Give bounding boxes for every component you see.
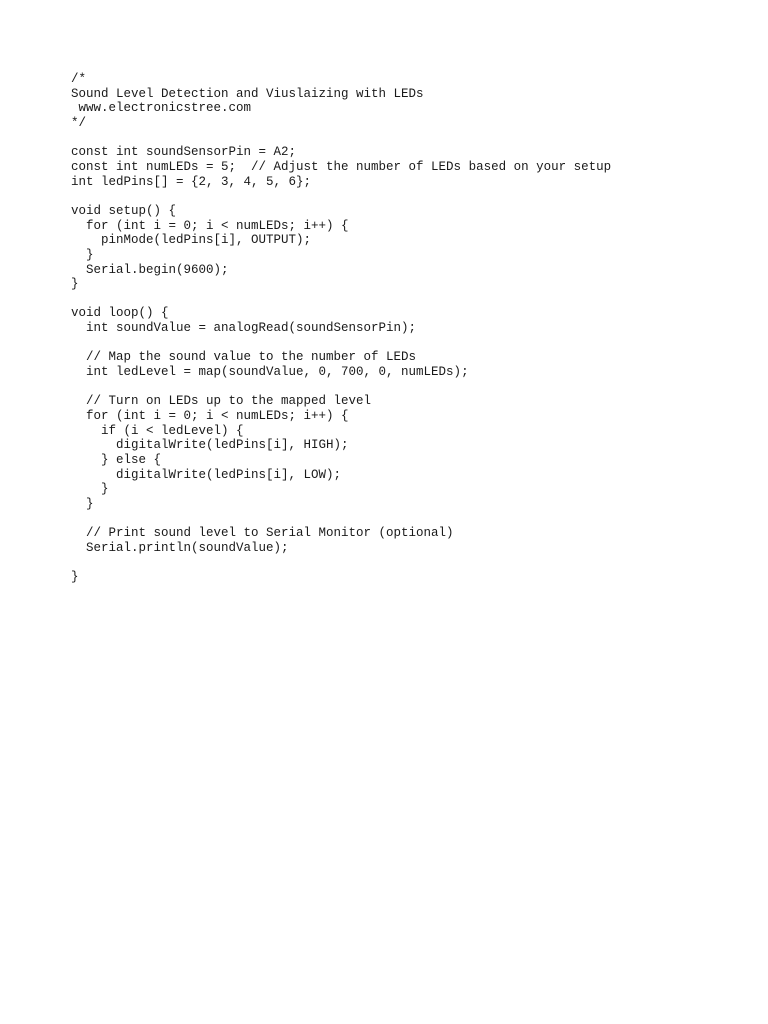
code-line [71,380,611,395]
code-line: int soundValue = analogRead(soundSensorPin); [71,321,417,336]
code-line: } [71,496,94,511]
code-line: for (int i = 0; i < numLEDs; i++) { [71,218,349,233]
code-line: } else { [71,452,162,467]
code-line: const int numLEDs = 5; // Adjust the number of LEDs based on your setup [71,159,612,174]
code-line: pinMode(ledPins[i], OUTPUT); [71,233,312,248]
code-line: void loop() { [71,306,169,321]
code-line: } [71,570,79,585]
code-line: */ [71,115,87,130]
code-block [71,72,611,585]
code-line: Sound Level Detection and Viuslaizing with LEDs [71,86,424,101]
code-line [71,131,611,146]
code-line: www.electronicstree.com [71,101,252,116]
code-line: int ledLevel = map(soundValue, 0, 700, 0, numLEDs); [71,365,469,380]
code-line: for (int i = 0; i < numLEDs; i++) { [71,409,349,424]
code-line: // Print sound level to Serial Monitor (optional) [71,526,454,541]
code-line: } [71,247,94,262]
code-line [71,336,611,351]
code-line: digitalWrite(ledPins[i], HIGH); [71,438,349,453]
code-line: } [71,482,109,497]
code-line: /* [71,72,87,86]
code-line: const int soundSensorPin = A2; [71,145,297,160]
code-line: int ledPins[] = {2, 3, 4, 5, 6}; [71,174,312,189]
code-line [71,556,611,571]
code-line [71,512,611,527]
code-line: Serial.println(soundValue); [71,540,289,555]
code-line: digitalWrite(ledPins[i], LOW); [71,467,342,482]
code-line: Serial.begin(9600); [71,262,229,277]
code-line [71,189,611,204]
code-line: // Turn on LEDs up to the mapped level [71,394,372,409]
code-line [71,292,611,307]
code-line: } [71,277,79,292]
code-line: // Map the sound value to the number of LEDs [71,350,417,365]
code-line: if (i < ledLevel) { [71,423,244,438]
code-line: void setup() { [71,203,177,218]
